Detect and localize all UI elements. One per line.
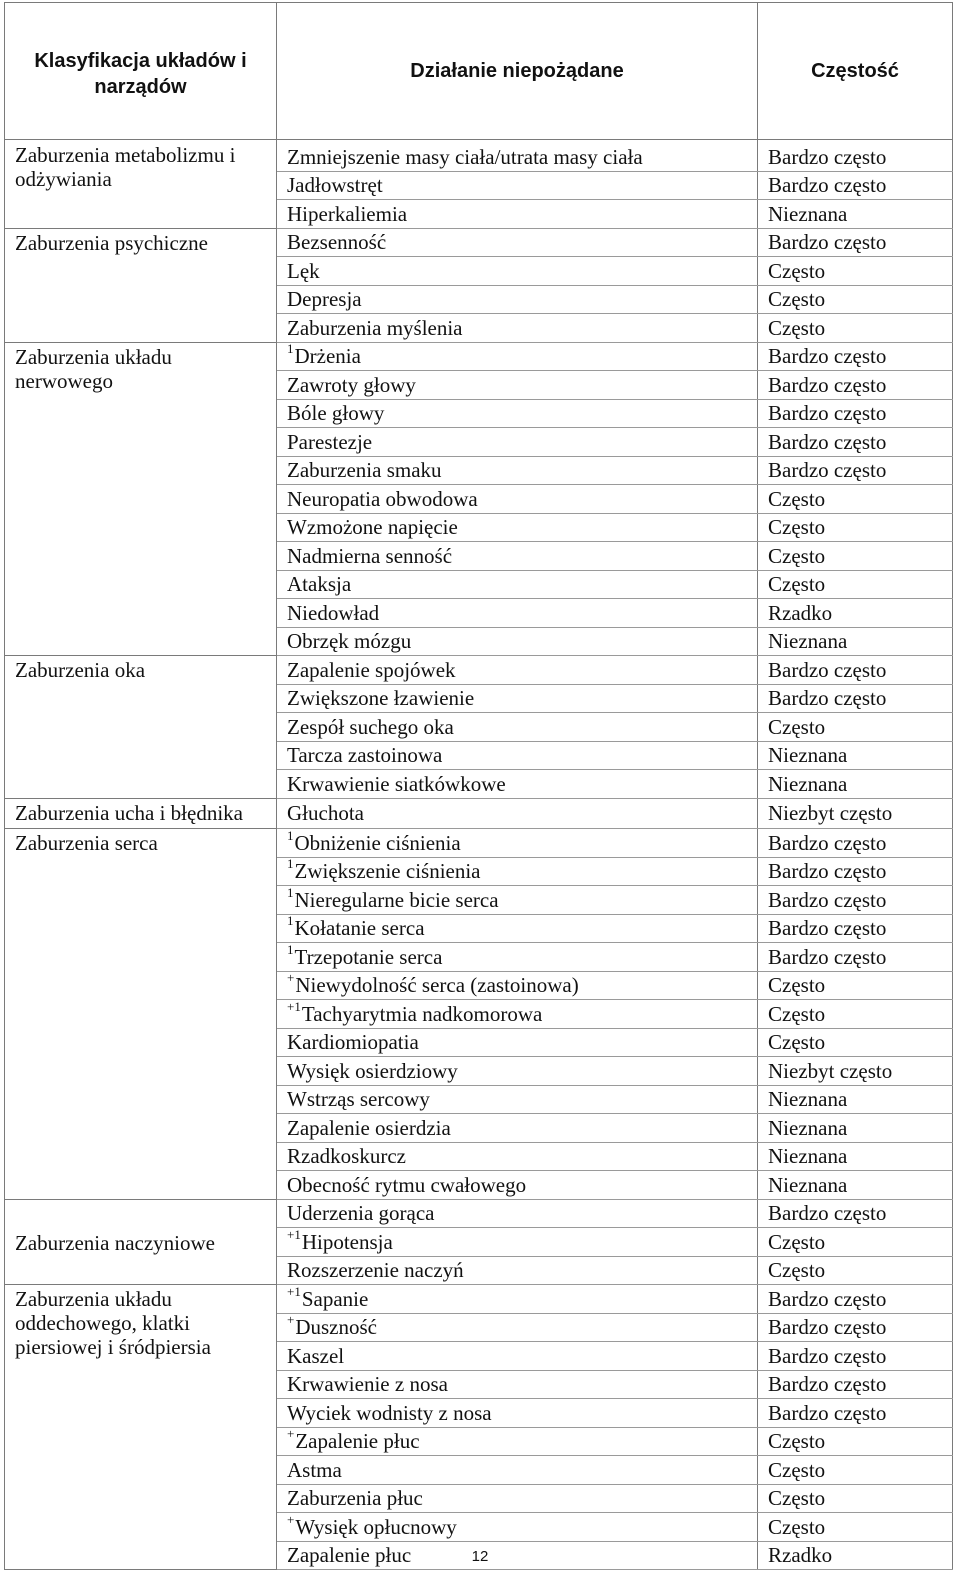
frequency-cell: Bardzo często — [758, 656, 953, 685]
adverse-reaction-cell — [277, 914, 758, 943]
adverse-reaction-cell — [277, 1513, 758, 1542]
organ-class-cell: Zaburzenia układu oddechowego, klatki piersiowej i śródpiersia — [5, 1285, 277, 1570]
adverse-reaction-cell — [277, 513, 758, 542]
table-row — [5, 1285, 953, 1314]
adverse-reaction-cell — [277, 570, 758, 599]
frequency-cell: Bardzo często — [758, 399, 953, 428]
adverse-reaction-cell — [277, 1171, 758, 1200]
adverse-reactions-table — [4, 2, 953, 1570]
table-row — [5, 798, 953, 829]
adverse-reaction-text: Wyciek wodnisty z nosa — [287, 1400, 492, 1425]
adverse-reaction-cell — [277, 741, 758, 770]
adverse-reaction-text: Niewydolność serca (zastoinowa) — [295, 973, 579, 998]
frequency-cell: Niezbyt często — [758, 1057, 953, 1086]
frequency-cell: Nieznana — [758, 1171, 953, 1200]
frequency-cell: Często — [758, 1513, 953, 1542]
adverse-reaction-cell — [277, 1057, 758, 1086]
adverse-reaction-text: Hipotensja — [301, 1229, 393, 1254]
frequency-cell: Bardzo często — [758, 140, 953, 172]
table-row — [5, 829, 953, 858]
frequency-cell: Nieznana — [758, 627, 953, 656]
footnote-marker: + — [287, 1312, 295, 1328]
adverse-reaction-text: Kołatanie serca — [294, 916, 425, 941]
frequency-cell: Często — [758, 1228, 953, 1257]
frequency-cell: Bardzo często — [758, 857, 953, 886]
adverse-reaction-text: Lęk — [287, 258, 320, 283]
adverse-reaction-cell — [277, 943, 758, 972]
frequency-cell: Bardzo często — [758, 371, 953, 400]
adverse-reaction-text: Depresja — [287, 287, 362, 312]
frequency-cell: Często — [758, 1427, 953, 1456]
adverse-reaction-cell — [277, 1456, 758, 1485]
frequency-cell: Rzadko — [758, 599, 953, 628]
adverse-reaction-cell — [277, 886, 758, 915]
frequency-cell: Bardzo często — [758, 1199, 953, 1228]
adverse-reaction-cell — [277, 456, 758, 485]
adverse-reaction-text: Zawroty głowy — [287, 372, 416, 397]
adverse-reaction-text: Wysięk osierdziowy — [287, 1058, 458, 1083]
footnote-marker: + — [287, 970, 295, 986]
adverse-reaction-cell — [277, 1000, 758, 1029]
adverse-reaction-text: Zmniejszenie masy ciała/utrata masy ciała — [287, 144, 643, 169]
header-frequency: Częstość — [758, 3, 953, 140]
adverse-reaction-cell — [277, 829, 758, 858]
adverse-reaction-text: Wzmożone napięcie — [287, 515, 458, 540]
frequency-cell: Bardzo często — [758, 428, 953, 457]
frequency-cell: Bardzo często — [758, 228, 953, 257]
adverse-reaction-cell — [277, 542, 758, 571]
frequency-cell: Nieznana — [758, 770, 953, 799]
adverse-reaction-text: Bóle głowy — [287, 401, 385, 426]
table-row — [5, 140, 953, 172]
organ-class-cell: Zaburzenia psychiczne — [5, 228, 277, 342]
adverse-reaction-cell — [277, 1142, 758, 1171]
adverse-reaction-text: Ataksja — [287, 572, 352, 597]
footnote-marker: 1 — [287, 341, 294, 357]
table-row — [5, 1199, 953, 1228]
footnote-marker: 1 — [287, 884, 294, 900]
adverse-reaction-text: Niedowład — [287, 600, 380, 625]
adverse-reaction-text: Obniżenie ciśnienia — [294, 830, 461, 855]
table-body — [5, 140, 953, 1570]
adverse-reaction-text: Neuropatia obwodowa — [287, 486, 478, 511]
adverse-reaction-cell — [277, 627, 758, 656]
organ-class-cell: Zaburzenia serca — [5, 829, 277, 1200]
page-number: 12 — [471, 1548, 489, 1565]
adverse-reaction-text: Bezsenność — [287, 230, 387, 255]
header-adverse-reaction: Działanie niepożądane — [277, 3, 758, 140]
adverse-reaction-cell — [277, 485, 758, 514]
frequency-cell: Bardzo często — [758, 914, 953, 943]
adverse-reaction-text: Nieregularne bicie serca — [294, 887, 499, 912]
frequency-cell: Bardzo często — [758, 886, 953, 915]
frequency-cell: Niezbyt często — [758, 798, 953, 829]
frequency-cell: Nieznana — [758, 741, 953, 770]
adverse-reaction-cell — [277, 371, 758, 400]
adverse-reaction-text: Krwawienie siatkówkowe — [287, 771, 506, 796]
table-row — [5, 656, 953, 685]
adverse-reaction-text: Zaburzenia płuc — [287, 1486, 423, 1511]
footnote-marker: 1 — [287, 827, 294, 843]
adverse-reaction-text: Wysięk opłucnowy — [295, 1514, 457, 1539]
frequency-cell: Często — [758, 570, 953, 599]
adverse-reaction-cell — [277, 656, 758, 685]
adverse-reaction-text: Zaburzenia myślenia — [287, 315, 463, 340]
adverse-reaction-cell — [277, 1256, 758, 1285]
adverse-reaction-cell — [277, 257, 758, 286]
adverse-reaction-text: Zapalenie płuc — [295, 1429, 420, 1454]
frequency-cell: Często — [758, 1256, 953, 1285]
adverse-reaction-cell — [277, 684, 758, 713]
header-organ-class: Klasyfikacja układów i narządów — [5, 3, 277, 140]
adverse-reaction-text: Duszność — [295, 1315, 377, 1340]
frequency-cell: Często — [758, 1484, 953, 1513]
adverse-reaction-cell — [277, 798, 758, 829]
adverse-reaction-text: Sapanie — [301, 1286, 369, 1311]
frequency-cell: Bardzo często — [758, 1399, 953, 1428]
adverse-reaction-cell — [277, 1399, 758, 1428]
adverse-reaction-text: Głuchota — [287, 801, 364, 826]
adverse-reaction-text: Zwiększenie ciśnienia — [294, 859, 481, 884]
adverse-reaction-cell — [277, 228, 758, 257]
adverse-reaction-cell — [277, 428, 758, 457]
adverse-reaction-cell — [277, 200, 758, 229]
frequency-cell: Często — [758, 1028, 953, 1057]
adverse-reaction-cell — [277, 857, 758, 886]
adverse-reaction-cell — [277, 399, 758, 428]
adverse-reaction-text: Zespół suchego oka — [287, 714, 454, 739]
adverse-reaction-cell — [277, 971, 758, 1000]
frequency-cell: Często — [758, 257, 953, 286]
table-row — [5, 342, 953, 371]
adverse-reaction-cell — [277, 599, 758, 628]
organ-class-cell: Zaburzenia ucha i błędnika — [5, 798, 277, 829]
adverse-reaction-text: Zapalenie płuc — [287, 1543, 412, 1568]
footnote-marker: +1 — [287, 1226, 301, 1242]
frequency-cell: Bardzo często — [758, 171, 953, 200]
adverse-reaction-text: Obrzęk mózgu — [287, 629, 412, 654]
adverse-reaction-text: Rozszerzenie naczyń — [287, 1258, 464, 1283]
adverse-reaction-cell — [277, 713, 758, 742]
footnote-marker: + — [287, 1426, 295, 1442]
adverse-reaction-text: Tarcza zastoinowa — [287, 743, 443, 768]
frequency-cell: Często — [758, 1000, 953, 1029]
footnote-marker: +1 — [287, 1283, 301, 1299]
footnote-marker: +1 — [287, 998, 301, 1014]
frequency-cell: Często — [758, 1456, 953, 1485]
frequency-cell: Bardzo często — [758, 456, 953, 485]
frequency-cell: Bardzo często — [758, 684, 953, 713]
frequency-cell: Bardzo często — [758, 342, 953, 371]
adverse-reaction-text: Kaszel — [287, 1343, 345, 1368]
adverse-reaction-text: Drżenia — [294, 344, 361, 369]
adverse-reaction-text: Nadmierna senność — [287, 543, 453, 568]
adverse-reaction-text: Jadłowstręt — [287, 173, 383, 198]
adverse-reaction-cell — [277, 1484, 758, 1513]
adverse-reaction-text: Obecność rytmu cwałowego — [287, 1172, 527, 1197]
adverse-reaction-cell — [277, 770, 758, 799]
table-header-row — [5, 3, 953, 140]
frequency-cell: Często — [758, 513, 953, 542]
frequency-cell: Bardzo często — [758, 943, 953, 972]
frequency-cell: Nieznana — [758, 1085, 953, 1114]
frequency-cell: Nieznana — [758, 200, 953, 229]
adverse-reaction-text: Astma — [287, 1457, 342, 1482]
adverse-reaction-text: Zapalenie spojówek — [287, 657, 456, 682]
frequency-cell: Często — [758, 485, 953, 514]
adverse-reaction-cell — [277, 1427, 758, 1456]
frequency-cell: Nieznana — [758, 1114, 953, 1143]
adverse-reaction-text: Krwawienie z nosa — [287, 1372, 448, 1397]
footnote-marker: 1 — [287, 913, 294, 929]
footnote-marker: 1 — [287, 941, 294, 957]
adverse-reaction-text: Tachyarytmia nadkomorowa — [301, 1001, 543, 1026]
adverse-reaction-text: Trzepotanie serca — [294, 944, 443, 969]
frequency-cell: Rzadko — [758, 1541, 953, 1570]
adverse-reaction-cell — [277, 1342, 758, 1371]
adverse-reaction-cell — [277, 1228, 758, 1257]
footnote-marker: 1 — [287, 856, 294, 872]
adverse-reaction-text: Zapalenie osierdzia — [287, 1115, 451, 1140]
adverse-reaction-cell — [277, 1085, 758, 1114]
frequency-cell: Często — [758, 542, 953, 571]
frequency-cell: Nieznana — [758, 1142, 953, 1171]
frequency-cell: Bardzo często — [758, 829, 953, 858]
frequency-cell: Bardzo często — [758, 1370, 953, 1399]
organ-class-cell: Zaburzenia układu nerwowego — [5, 342, 277, 656]
adverse-reaction-text: Uderzenia gorąca — [287, 1201, 435, 1226]
organ-class-cell: Zaburzenia naczyniowe — [5, 1199, 277, 1285]
adverse-reaction-cell — [277, 1285, 758, 1314]
adverse-reaction-text: Zaburzenia smaku — [287, 458, 442, 483]
adverse-reaction-cell — [277, 1199, 758, 1228]
organ-class-cell: Zaburzenia metabolizmu i odżywiania — [5, 140, 277, 229]
frequency-cell: Bardzo często — [758, 1342, 953, 1371]
adverse-reaction-cell — [277, 1370, 758, 1399]
adverse-reaction-cell — [277, 171, 758, 200]
frequency-cell: Często — [758, 314, 953, 343]
organ-class-cell: Zaburzenia oka — [5, 656, 277, 799]
adverse-reaction-text: Rzadkoskurcz — [287, 1144, 406, 1169]
footnote-marker: + — [287, 1511, 295, 1527]
adverse-reaction-text: Parestezje — [287, 429, 373, 454]
adverse-reaction-cell — [277, 342, 758, 371]
adverse-reaction-cell — [277, 1313, 758, 1342]
frequency-cell: Bardzo często — [758, 1313, 953, 1342]
table-row — [5, 228, 953, 257]
adverse-reaction-text: Kardiomiopatia — [287, 1030, 419, 1055]
adverse-reaction-text: Zwiększone łzawienie — [287, 686, 475, 711]
adverse-reaction-cell — [277, 1114, 758, 1143]
adverse-reaction-cell — [277, 1028, 758, 1057]
frequency-cell: Bardzo często — [758, 1285, 953, 1314]
adverse-reaction-cell — [277, 140, 758, 172]
adverse-reaction-cell — [277, 285, 758, 314]
frequency-cell: Często — [758, 971, 953, 1000]
adverse-reaction-text: Hiperkaliemia — [287, 201, 408, 226]
frequency-cell: Często — [758, 713, 953, 742]
adverse-reaction-text: Wstrząs sercowy — [287, 1087, 430, 1112]
frequency-cell: Często — [758, 285, 953, 314]
adverse-reaction-cell — [277, 314, 758, 343]
